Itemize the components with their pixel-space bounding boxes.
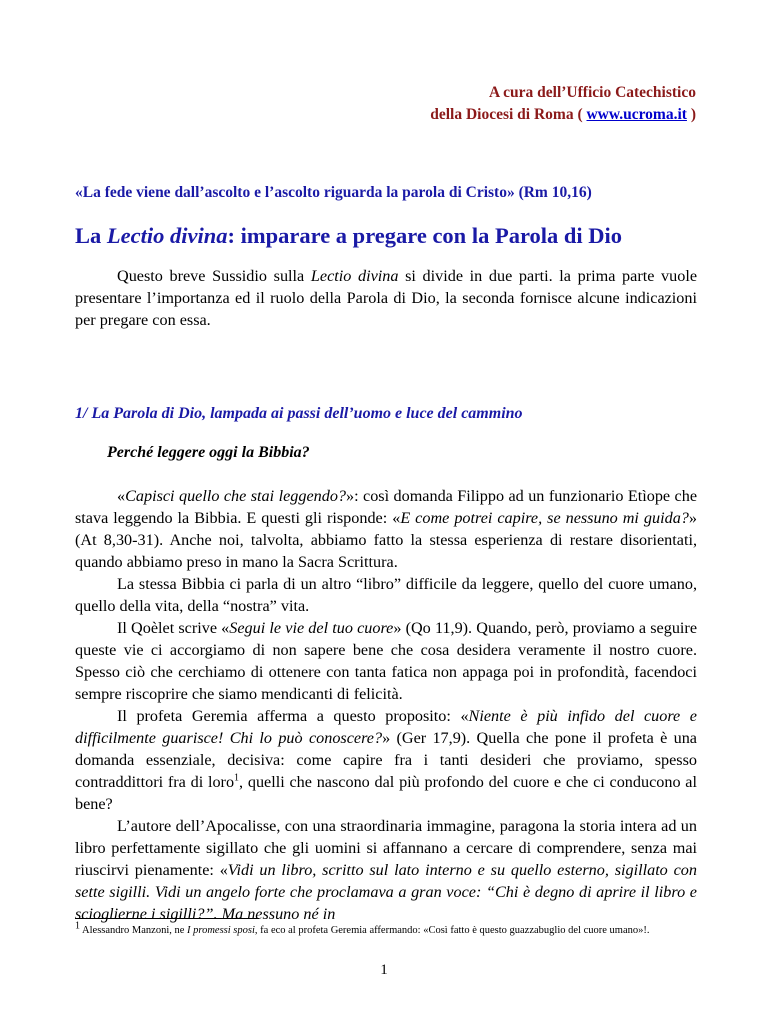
subheading: Perché leggere oggi la Bibbia? (107, 444, 310, 461)
motto-quote: «La fede viene dall’ascolto e l’ascolto riguarda la parola di Cristo» (Rm 10,16) (75, 184, 592, 201)
p3-a: Il Qoèlet scrive « (117, 619, 230, 637)
paragraph-1 (75, 485, 697, 573)
page-number: 1 (380, 962, 388, 978)
page-title (75, 223, 622, 249)
header-line-1: A cura dell’Ufficio Catechistico (488, 84, 696, 101)
p5-b: Vidi un libro, scritto sul lato interno e su quello esterno, sigillato con sette sigilli. Vidi un angelo forte che proclamava a gran voce: “Chi è degno di aprire il libro e scioglierne i sigilli?”. Ma nessuno né in (75, 861, 697, 923)
title-italic: Lectio divina (106, 223, 228, 248)
footnote (75, 920, 697, 939)
footnote-number: 1 (75, 920, 80, 932)
paragraph-2: La stessa Bibbia ci parla di un altro “libro” difficile da leggere, quello del cuore umano, quello della vita, della “nostra” vita. (75, 575, 697, 615)
header-credit (430, 82, 696, 126)
intro-text-a: Questo breve Sussidio sulla (117, 267, 311, 285)
footnote-divider (75, 918, 259, 919)
paragraph-5 (75, 815, 697, 925)
intro-text-b: Lectio divina (310, 267, 399, 285)
paragraph-4 (75, 705, 697, 815)
p4-d: , quelli che nascono dal più profondo del cuore e che ci conducono al bene? (75, 773, 697, 813)
p1-b: Capisci quello che stai leggendo? (125, 487, 347, 505)
p1-c: »: così domanda Filippo ad un funzionario Etìope che stava leggendo la Bibbia. E questi gli risponde: « (75, 487, 697, 527)
p1-e: » (At 8,30-31). Anche noi, talvolta, abbiamo fatto la stessa esperienza di restare disorientati, quando abbiamo preso in mano la Sacra Scrittura. (75, 509, 697, 571)
p4-c: » (Ger 17,9). Quella che pone il profeta è una domanda essenziale, decisiva: come capire fra i tanti desideri che proviamo, spesso contraddittori fra di loro (75, 729, 697, 791)
footnote-c: , fa eco al profeta Geremia affermando: «Così fatto è questo guazzabuglio del cuore umano»!. (254, 925, 650, 936)
footnote-ref[interactable]: 1 (234, 772, 240, 784)
p1-d: E come potrei capire, se nessuno mi guida? (400, 509, 689, 527)
footnote-a: Alessandro Manzoni, ne (80, 925, 188, 936)
p4-a: Il profeta Geremia afferma a questo proposito: « (117, 707, 469, 725)
p4-b: Niente è più infido del cuore e difficilmente guarisce! Chi lo può conoscere? (75, 707, 697, 747)
p1-a: « (117, 487, 126, 505)
header-suffix: ) (686, 106, 696, 123)
p5-a: L’autore dell’Apocalisse, con una straordinaria immagine, paragona la storia intera ad un libro perfettamente sigillato che gli uomini si affannano a cercare di comprendere, senza mai riuscirvi pienamente: « (75, 817, 697, 879)
section-title: 1/ La Parola di Dio, lampada ai passi dell’uomo e luce del cammino (75, 405, 523, 422)
intro-text-c: si divide in due parti. la prima parte vuole presentare l’importanza ed il ruolo della Parola di Dio, la seconda fornisce alcune indicazioni per pregare con essa. (75, 267, 698, 329)
footnote-b: I promessi sposi (187, 925, 255, 936)
p3-b: Segui le vie del tuo cuore (229, 619, 394, 637)
intro-paragraph (75, 265, 697, 331)
paragraph-3 (75, 617, 697, 705)
header-prefix: della Diocesi di Roma ( (430, 106, 587, 123)
p3-c: » (Qo 11,9). Quando, però, proviamo a seguire queste vie ci accorgiamo di non sapere bene che cosa desidera veramente il nostro cuore. Spesso ciò che cerchiamo di ottenere con tanta fatica non appaga poi in profondità, facendoci sempre riscoprire che siamo mendicanti di felicità. (75, 619, 698, 703)
title-pre: La (75, 223, 107, 248)
title-post: : imparare a pregare con la Parola di Dio (227, 223, 623, 248)
body-text (75, 485, 697, 925)
header-line-2 (430, 104, 696, 126)
website-link[interactable]: www.ucroma.it (586, 106, 687, 123)
